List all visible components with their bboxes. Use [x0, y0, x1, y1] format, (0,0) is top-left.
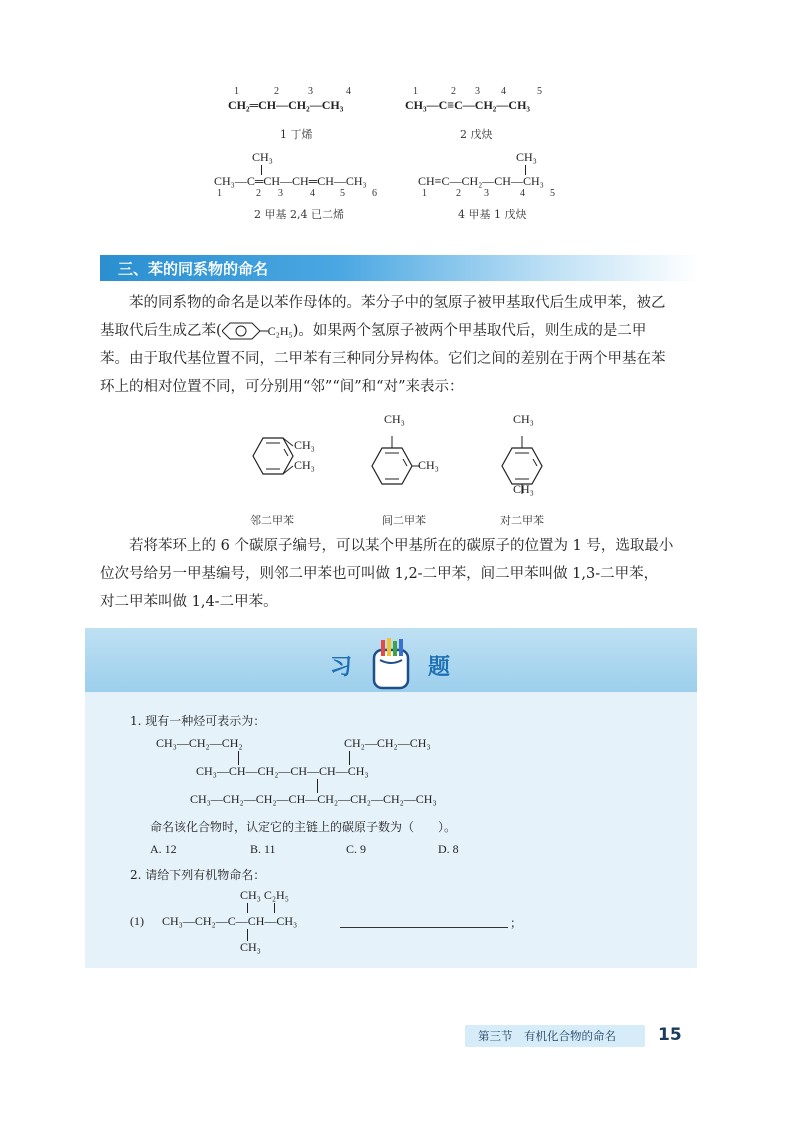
bond-line — [283, 438, 293, 446]
bond-line — [283, 466, 293, 474]
carbon-number: 5 — [537, 86, 542, 97]
methylhexadiene-formula: CH₃—C═CH—CH═CH—CH₃ — [214, 174, 367, 188]
formula-group: CH₂ — [228, 98, 250, 112]
question-1-prompt: 1. 现有一种烃可表示为： — [130, 714, 266, 728]
para-xylene-structure — [490, 420, 590, 510]
example-1-butene — [228, 86, 378, 146]
q2-semicolon: ； — [510, 916, 523, 930]
q2-formula-bottom: CH₃ — [240, 940, 261, 954]
q2-formula-top: CH₃ C₂H₅ — [240, 888, 289, 902]
formula-group: C — [454, 98, 463, 112]
q2-label: (1) — [130, 914, 144, 928]
bond-line — [349, 751, 350, 765]
paragraph-line: 对二甲苯叫做 1,4-二甲苯。 — [100, 594, 278, 610]
paragraph-line: 环上的相对位置不同，可分别用“邻”“间”和“对”来表示： — [100, 379, 464, 395]
xylene-caption-para: 对二甲苯 — [500, 514, 544, 527]
carbon-number: 2 — [456, 188, 461, 199]
bond-line — [238, 751, 239, 765]
carbon-number: 5 — [550, 188, 555, 199]
carbon-number: 1 — [413, 86, 418, 97]
paragraph-line: 位次号给另一甲基编号，则邻二甲苯也可叫做 1,2-二甲苯，间二甲苯叫做 1,3-二甲苯， — [100, 566, 659, 582]
pentyne-formula: CH₃—C≡C—CH₂—CH₃ — [405, 98, 531, 112]
carbon-number: 4 — [346, 86, 351, 97]
carbon-number: 3 — [484, 188, 489, 199]
xylene-caption-ortho: 邻二甲苯 — [250, 514, 294, 527]
paragraph-line — [100, 317, 700, 345]
methyl-group: CH₃ — [294, 438, 315, 452]
q1-option-a: A. 12 — [150, 842, 177, 856]
pencil-cup-icon — [368, 636, 416, 692]
example-4-methylpentyne — [418, 150, 588, 222]
methyl-group: CH₃ — [418, 458, 439, 472]
carbon-number: 1 — [234, 86, 239, 97]
methyl-group: CH₃ — [513, 412, 534, 426]
carbon-number: 1 — [422, 188, 427, 199]
text-span: )。如果两个氢原子被两个甲基取代后，则生成的是二甲 — [292, 323, 647, 339]
carbon-number: 3 — [308, 86, 313, 97]
ethyl-group: C₂H₅ — [267, 324, 293, 338]
formula-group: CH₃ — [508, 98, 531, 112]
numbering-paragraph — [100, 532, 700, 616]
formula-group: CH₂ — [474, 98, 497, 112]
q2-formula-main: CH₃—CH₂—C—CH—CH₃ — [162, 914, 298, 928]
q1-option-b: B. 11 — [250, 842, 276, 856]
bond-line — [317, 779, 318, 793]
q1-formula-line: CH₃—CH₂—CH₂ — [156, 736, 243, 750]
benzene-ring-icon — [222, 322, 268, 340]
formula-group: CH — [258, 98, 277, 112]
meta-xylene-structure — [358, 420, 458, 510]
butene-formula: CH₂═CH—CH₂—CH₃ — [228, 98, 344, 112]
exercise-title-right: 题 — [428, 655, 451, 680]
example-caption: 2 甲基 2,4 已二烯 — [254, 208, 344, 221]
double-bond — [533, 459, 537, 466]
exercise-title-left: 习 — [330, 655, 353, 680]
carbon-number: 3 — [475, 86, 480, 97]
benzene-homolog-paragraph — [100, 289, 700, 401]
bond-line — [274, 903, 275, 913]
footer-section-label: 第三节 有机化合物的命名 — [478, 1029, 616, 1043]
carbon-number: 2 — [256, 188, 261, 199]
example-3-methylhexadiene — [214, 150, 404, 222]
q1-formula-line: CH₃—CH₂—CH₂—CH—CH₂—CH₂—CH₂—CH₃ — [190, 792, 437, 806]
carbon-number: 2 — [274, 86, 279, 97]
q1-option-d: D. 8 — [438, 842, 459, 856]
carbon-number: 6 — [372, 188, 377, 199]
page-number: 15 — [658, 1025, 682, 1045]
q2-answer-blank[interactable] — [340, 915, 508, 928]
example-caption: 2 戊炔 — [460, 128, 493, 141]
xylene-caption-meta: 间二甲苯 — [382, 514, 426, 527]
double-bond — [284, 449, 288, 456]
formula-group: CH₃ — [405, 98, 427, 112]
formula-group: CH₂ — [288, 98, 310, 112]
q1-formula-line: CH₂—CH₂—CH₃ — [344, 736, 431, 750]
section-title: 三、苯的同系物的命名 — [118, 260, 269, 278]
carbon-number: 4 — [520, 188, 525, 199]
carbon-number: 4 — [310, 188, 315, 199]
double-bond — [403, 459, 407, 466]
example-caption: 4 甲基 1 戊炔 — [458, 208, 527, 221]
q1-formula-line: CH₃—CH—CH₂—CH—CH—CH₃ — [196, 764, 369, 778]
carbon-number: 3 — [278, 188, 283, 199]
paragraph-line: 苯的同系物的命名是以苯作母体的。苯分子中的氢原子被甲基取代后生成甲苯，被乙 — [129, 295, 666, 311]
carbon-number: 4 — [501, 86, 506, 97]
formula-group: CH₃ — [321, 98, 344, 112]
methyl-branch: CH₃ — [516, 150, 537, 164]
example-2-pentyne — [405, 86, 575, 146]
methyl-group: CH₃ — [384, 412, 405, 426]
q1-option-c: C. 9 — [346, 842, 367, 856]
paragraph-line: 苯。由于取代基位置不同，二甲苯有三种同分异构体。它们之间的差别在于两个甲基在苯 — [100, 351, 666, 367]
text-span: 基取代后生成乙苯( — [100, 323, 222, 339]
carbon-number: 5 — [340, 188, 345, 199]
question-2-prompt: 2. 请给下列有机物命名： — [130, 868, 266, 882]
methyl-group: CH₃ — [294, 458, 315, 472]
formula-group: C — [438, 98, 448, 112]
carbon-number: 2 — [451, 86, 456, 97]
example-caption: 1 丁烯 — [280, 128, 313, 141]
question-1-text: 命名该化合物时，认定它的主链上的碳原子数为（ ）。 — [150, 820, 457, 834]
paragraph-line: 若将苯环上的 6 个碳原子编号，可以某个甲基所在的碳原子的位置为 1 号，选取最小 — [129, 538, 674, 554]
methyl-group: CH₃ — [513, 482, 534, 496]
bond-line — [247, 903, 248, 913]
carbon-number: 1 — [217, 188, 222, 199]
methyl-branch: CH₃ — [252, 150, 273, 164]
methylpentyne-formula: CH≡C—CH₂—CH—CH₃ — [418, 174, 544, 188]
